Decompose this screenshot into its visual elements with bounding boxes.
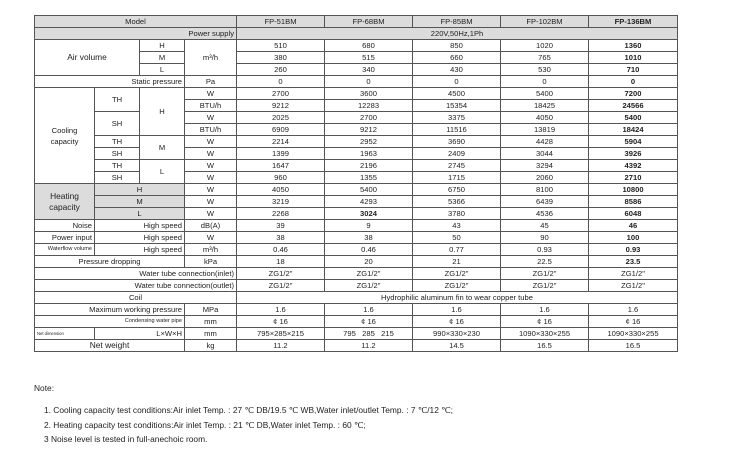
- value-cell: 4392: [589, 160, 678, 172]
- coil-row: [35, 292, 678, 304]
- net-dimension-label: Net dimension: [35, 328, 95, 340]
- air-volume-row: [35, 40, 678, 52]
- value-cell: 4500: [413, 88, 501, 100]
- value-cell: 11.2: [237, 340, 325, 352]
- heating-row: [35, 184, 678, 196]
- value-cell: 1020: [501, 40, 589, 52]
- value-cell: 1355: [325, 172, 413, 184]
- value-cell: ZG1/2": [413, 280, 501, 292]
- value-cell: 0: [325, 76, 413, 88]
- waterflow-row: [35, 244, 678, 256]
- value-cell: 3375: [413, 112, 501, 124]
- heating-label-line1: Heating: [50, 190, 79, 201]
- value-cell: ¢ 16: [237, 316, 325, 328]
- value-cell: 5904: [589, 136, 678, 148]
- cooling-label-line1: Cooling: [51, 125, 78, 135]
- condensing-pipe-label: Condensing water pipe: [35, 316, 185, 328]
- value-cell: 38: [237, 232, 325, 244]
- type-label: TH: [95, 136, 140, 148]
- value-cell: 710: [589, 64, 678, 76]
- note-item: 2. Heating capacity test conditions:Air inlet Temp. : 21 ℃ DB,Water inlet Temp. : 60 ℃;: [44, 420, 366, 430]
- value-cell: 3600: [325, 88, 413, 100]
- speed-label: H: [95, 184, 185, 196]
- value-cell: 3219: [237, 196, 325, 208]
- value-cell: 4428: [501, 136, 589, 148]
- value-cell: ZG1/2": [589, 268, 678, 280]
- type-label: TH: [95, 160, 140, 172]
- air-volume-unit: m³/h: [185, 40, 237, 76]
- net-dimension-dims: L×W×H: [95, 328, 185, 340]
- unit-cell: mm: [185, 316, 237, 328]
- header-row: [35, 16, 678, 28]
- model-name: FP-68BM: [325, 16, 413, 28]
- cooling-row: [35, 88, 678, 100]
- value-cell: 13819: [501, 124, 589, 136]
- value-cell: 43: [413, 220, 501, 232]
- tube-outlet-row: [35, 280, 678, 292]
- pressure-drop-label: Pressure dropping: [35, 256, 185, 268]
- waterflow-label: Waterflow volume: [35, 244, 95, 256]
- value-cell: 9: [325, 220, 413, 232]
- value-cell: 1.6: [237, 304, 325, 316]
- value-cell: 39: [237, 220, 325, 232]
- value-cell: 8100: [501, 184, 589, 196]
- cooling-label-line2: capacity: [50, 136, 79, 146]
- value-cell: 1.6: [325, 304, 413, 316]
- value-cell: 5400: [589, 112, 678, 124]
- value-cell: 18425: [501, 100, 589, 112]
- value-cell: 90: [501, 232, 589, 244]
- net-weight-label: Net weight: [35, 340, 185, 352]
- value-cell: 990×330×230: [413, 328, 501, 340]
- value-cell: 0: [413, 76, 501, 88]
- unit-cell: W: [185, 232, 237, 244]
- value-cell: 1.6: [413, 304, 501, 316]
- value-cell: 2710: [589, 172, 678, 184]
- max-pressure-row: [35, 304, 678, 316]
- value-cell: 6909: [237, 124, 325, 136]
- speed-label: L: [140, 160, 185, 184]
- coil-value: Hydrophilic aluminum fin to wear copper tube: [237, 292, 678, 304]
- value-cell: 1.6: [589, 304, 678, 316]
- value-cell: ZG1/2": [413, 268, 501, 280]
- value-cell: 5400: [325, 184, 413, 196]
- value-cell: 5400: [501, 88, 589, 100]
- value-cell: 380: [237, 52, 325, 64]
- speed-label: High speed: [95, 220, 185, 232]
- model-name: FP-85BM: [413, 16, 501, 28]
- value-cell: 795 285 215: [325, 328, 413, 340]
- value-cell: 680: [325, 40, 413, 52]
- value-cell: 430: [413, 64, 501, 76]
- value-cell: 515: [325, 52, 413, 64]
- unit-cell: m³/h: [185, 244, 237, 256]
- speed-label: H: [140, 88, 185, 136]
- value-cell: 38: [325, 232, 413, 244]
- noise-row: [35, 220, 678, 232]
- value-cell: 0.93: [589, 244, 678, 256]
- value-cell: 1647: [237, 160, 325, 172]
- value-cell: 0.77: [413, 244, 501, 256]
- tube-outlet-label: Water tube connection(outlet): [35, 280, 237, 292]
- static-pressure-row: [35, 76, 678, 88]
- value-cell: 23.5: [589, 256, 678, 268]
- value-cell: ZG1/2": [589, 280, 678, 292]
- value-cell: 0.46: [237, 244, 325, 256]
- value-cell: 1715: [413, 172, 501, 184]
- speed-label: M: [140, 52, 185, 64]
- type-label: TH: [95, 88, 140, 112]
- unit-cell: MPa: [185, 304, 237, 316]
- type-label: SH: [95, 112, 140, 136]
- condensing-pipe-row: [35, 316, 678, 328]
- value-cell: 1399: [237, 148, 325, 160]
- value-cell: 11.2: [325, 340, 413, 352]
- value-cell: 6048: [589, 208, 678, 220]
- value-cell: 1360: [589, 40, 678, 52]
- power-supply-value: 220V,50Hz,1Ph: [237, 28, 678, 40]
- value-cell: 50: [413, 232, 501, 244]
- unit-cell: W: [185, 112, 237, 124]
- value-cell: 0: [589, 76, 678, 88]
- value-cell: 12283: [325, 100, 413, 112]
- value-cell: 24566: [589, 100, 678, 112]
- value-cell: 22.5: [501, 256, 589, 268]
- cooling-row: [35, 148, 678, 160]
- unit-cell: Pa: [185, 76, 237, 88]
- value-cell: 960: [237, 172, 325, 184]
- value-cell: 45: [501, 220, 589, 232]
- tube-inlet-row: [35, 268, 678, 280]
- value-cell: 4293: [325, 196, 413, 208]
- unit-cell: W: [185, 88, 237, 100]
- value-cell: 18: [237, 256, 325, 268]
- net-dimension-row: [35, 328, 678, 340]
- value-cell: ZG1/2": [501, 268, 589, 280]
- power-input-row: [35, 232, 678, 244]
- value-cell: 16.5: [589, 340, 678, 352]
- max-pressure-label: Maximum working pressure: [35, 304, 185, 316]
- type-label: SH: [95, 148, 140, 160]
- heating-label-line2: capacity: [49, 201, 80, 212]
- value-cell: 21: [413, 256, 501, 268]
- static-pressure-label: Static pressure: [35, 76, 185, 88]
- value-cell: 340: [325, 64, 413, 76]
- speed-label: L: [140, 64, 185, 76]
- model-name: FP-102BM: [501, 16, 589, 28]
- value-cell: 1963: [325, 148, 413, 160]
- value-cell: ZG1/2": [501, 280, 589, 292]
- unit-cell: W: [185, 136, 237, 148]
- unit-cell: W: [185, 196, 237, 208]
- value-cell: 10800: [589, 184, 678, 196]
- value-cell: 100: [589, 232, 678, 244]
- value-cell: 9212: [325, 124, 413, 136]
- value-cell: 510: [237, 40, 325, 52]
- value-cell: 4536: [501, 208, 589, 220]
- heating-capacity-label: [35, 184, 95, 220]
- value-cell: 9212: [237, 100, 325, 112]
- value-cell: 850: [413, 40, 501, 52]
- value-cell: ¢ 16: [325, 316, 413, 328]
- value-cell: 660: [413, 52, 501, 64]
- value-cell: 15354: [413, 100, 501, 112]
- value-cell: 4050: [237, 184, 325, 196]
- value-cell: 14.5: [413, 340, 501, 352]
- value-cell: 2214: [237, 136, 325, 148]
- value-cell: 0: [501, 76, 589, 88]
- value-cell: 0.93: [501, 244, 589, 256]
- value-cell: 3294: [501, 160, 589, 172]
- value-cell: 20: [325, 256, 413, 268]
- value-cell: ¢ 16: [589, 316, 678, 328]
- unit-cell: W: [185, 148, 237, 160]
- speed-label: L: [95, 208, 185, 220]
- value-cell: 765: [501, 52, 589, 64]
- value-cell: 7200: [589, 88, 678, 100]
- noise-label: Noise: [35, 220, 95, 232]
- value-cell: 260: [237, 64, 325, 76]
- value-cell: 6750: [413, 184, 501, 196]
- value-cell: 0.46: [325, 244, 413, 256]
- value-cell: 3044: [501, 148, 589, 160]
- cooling-row: [35, 172, 678, 184]
- air-volume-label: Air volume: [35, 40, 140, 76]
- unit-cell: kg: [185, 340, 237, 352]
- value-cell: 6439: [501, 196, 589, 208]
- value-cell: ZG1/2": [237, 280, 325, 292]
- speed-label: M: [95, 196, 185, 208]
- net-weight-row: [35, 340, 678, 352]
- heating-row: [35, 208, 678, 220]
- power-input-label: Power input: [35, 232, 95, 244]
- note-title: Note:: [34, 383, 55, 393]
- value-cell: 8586: [589, 196, 678, 208]
- value-cell: 0: [237, 76, 325, 88]
- specification-table: [34, 15, 678, 352]
- value-cell: 795×285×215: [237, 328, 325, 340]
- model-name: FP-51BM: [237, 16, 325, 28]
- note-item: 3 Noise level is tested in full-anechoic room.: [44, 434, 208, 444]
- value-cell: 530: [501, 64, 589, 76]
- coil-label: Coil: [35, 292, 237, 304]
- model-name: FP-136BM: [589, 16, 678, 28]
- speed-label: High speed: [95, 232, 185, 244]
- speed-label: M: [140, 136, 185, 160]
- value-cell: 2196: [325, 160, 413, 172]
- unit-cell: BTU/h: [185, 100, 237, 112]
- value-cell: 3780: [413, 208, 501, 220]
- value-cell: 18424: [589, 124, 678, 136]
- value-cell: 2952: [325, 136, 413, 148]
- speed-label: H: [140, 40, 185, 52]
- model-label: Model: [35, 16, 237, 28]
- heating-row: [35, 196, 678, 208]
- value-cell: 2025: [237, 112, 325, 124]
- value-cell: 2745: [413, 160, 501, 172]
- value-cell: ZG1/2": [237, 268, 325, 280]
- note-item: 1. Cooling capacity test conditions:Air inlet Temp. : 27 ℃ DB/19.5 ℃ WB,Water inlet/outlet Temp. : 7 ℃/12 ℃;: [44, 405, 453, 415]
- value-cell: 16.5: [501, 340, 589, 352]
- unit-cell: BTU/h: [185, 124, 237, 136]
- cooling-capacity-label: [35, 88, 95, 184]
- value-cell: ZG1/2": [325, 268, 413, 280]
- value-cell: 46: [589, 220, 678, 232]
- value-cell: 2060: [501, 172, 589, 184]
- value-cell: 1090×330×255: [501, 328, 589, 340]
- cooling-row: [35, 136, 678, 148]
- value-cell: 3690: [413, 136, 501, 148]
- value-cell: 2409: [413, 148, 501, 160]
- value-cell: ZG1/2": [325, 280, 413, 292]
- value-cell: 11516: [413, 124, 501, 136]
- cooling-row: [35, 160, 678, 172]
- type-label: SH: [95, 172, 140, 184]
- value-cell: 2700: [325, 112, 413, 124]
- value-cell: 3024: [325, 208, 413, 220]
- value-cell: ¢ 16: [413, 316, 501, 328]
- value-cell: 1.6: [501, 304, 589, 316]
- tube-inlet-label: Water tube connection(inlet): [35, 268, 237, 280]
- pressure-drop-row: [35, 256, 678, 268]
- unit-cell: mm: [185, 328, 237, 340]
- value-cell: 1090×330×255: [589, 328, 678, 340]
- power-supply-label: Power supply: [35, 28, 237, 40]
- speed-label: High speed: [95, 244, 185, 256]
- cooling-row: [35, 112, 678, 124]
- value-cell: 2700: [237, 88, 325, 100]
- unit-cell: dB(A): [185, 220, 237, 232]
- value-cell: 1010: [589, 52, 678, 64]
- value-cell: 2268: [237, 208, 325, 220]
- value-cell: 3926: [589, 148, 678, 160]
- power-supply-row: [35, 28, 678, 40]
- value-cell: ¢ 16: [501, 316, 589, 328]
- unit-cell: W: [185, 160, 237, 172]
- value-cell: 5366: [413, 196, 501, 208]
- unit-cell: W: [185, 184, 237, 196]
- unit-cell: kPa: [185, 256, 237, 268]
- value-cell: 4050: [501, 112, 589, 124]
- unit-cell: W: [185, 208, 237, 220]
- unit-cell: W: [185, 172, 237, 184]
